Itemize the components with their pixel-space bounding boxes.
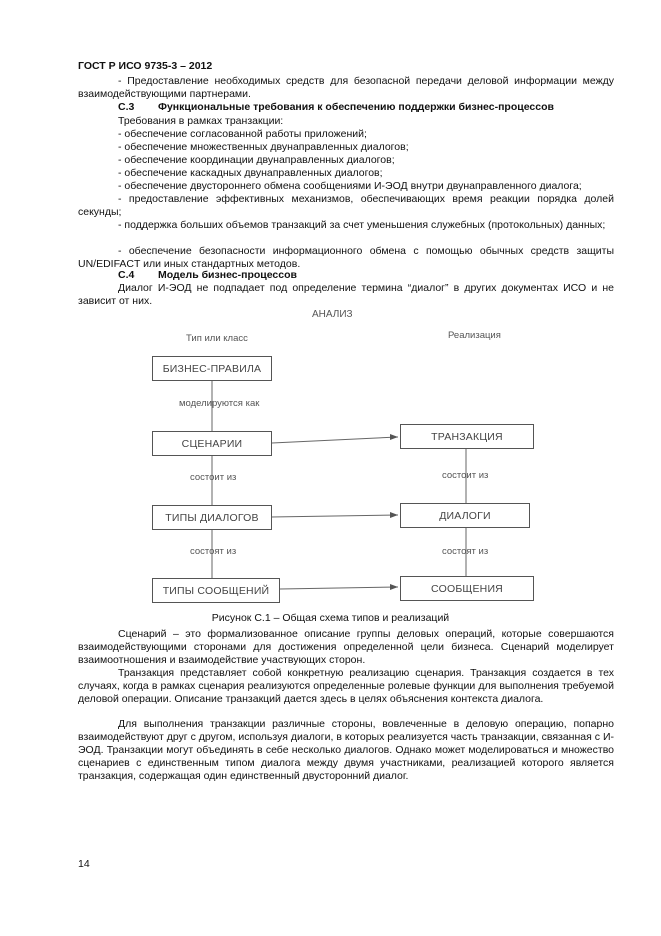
label-consists-of-right: состоит из xyxy=(442,470,489,481)
label-consists-of-left: состоит из xyxy=(190,472,237,483)
paragraph-scenario: Сценарий – это формализованное описание группы деловых операций, которые совершаются взаимодействующими сторонами для достижения определенной цели бизнеса. Сценарий моделирует взаимоотношения и взаимодействие участвующих сторон. xyxy=(78,628,614,666)
section-c3-lead: Требования в рамках транзакции: xyxy=(118,115,284,127)
box-transaction: ТРАНЗАКЦИЯ xyxy=(400,424,534,449)
paragraph-execution: Для выполнения транзакции различные стороны, вовлеченные в деловую операцию, попарно взаимодействуют друг с другом, используя диалоги, в которых реализуется часть транзакции, связанная с И-ЭОД. Транзакции могут объединять в себе несколько диалогов. Однако может моделироваться и множество сценариев с единственным типом диалога между двумя участниками, реализацией которого является транзакция, содержащая один единственный двусторонний диалог. xyxy=(78,718,614,782)
connector-line xyxy=(271,515,398,517)
section-c4-title: Модель бизнес-процессов xyxy=(158,269,297,281)
paragraph-transaction: Транзакция представляет собой конкретную реализацию сценария. Транзакция создается в тех случаях, когда в рамках сценария реализуются определенные ролевые функции для выполнения требуемой деловой операции. Описание транзакций дается здесь в целях объяснения контекста диалога. xyxy=(78,667,614,705)
section-c4-text: Диалог И-ЭОД не подпадает под определение термина “диалог” в других документах ИСО и не зависит от них. xyxy=(78,282,614,307)
diagram-right-header: Реализация xyxy=(448,330,501,341)
label-consist-of-right: состоят из xyxy=(442,546,489,557)
label-modeled-as: моделируются как xyxy=(179,398,260,409)
list-item-large-volume: - поддержка больших объемов транзакций за счет уменьшения служебных (протокольных) данных; xyxy=(118,219,606,231)
figure-caption: Рисунок С.1 – Общая схема типов и реализаций xyxy=(211,612,450,624)
section-c3-title: Функциональные требования к обеспечению поддержки бизнес-процессов xyxy=(158,101,554,113)
diagram-left-header: Тип или класс xyxy=(186,333,248,344)
list-item-security: - обеспечение безопасности информационного обмена с помощью обычных средств защиты UN/EDIFACT или иных стандартных методов. xyxy=(78,245,614,270)
list-item: - обеспечение каскадных двунаправленных диалогов; xyxy=(118,167,383,179)
box-business-rules: БИЗНЕС-ПРАВИЛА xyxy=(152,356,272,381)
section-c4-heading xyxy=(118,269,297,281)
list-item: - обеспечение множественных двунаправленных диалогов; xyxy=(118,141,409,153)
section-c3-heading xyxy=(118,101,554,113)
diagram-title: АНАЛИЗ xyxy=(312,309,353,320)
label-consist-of-left: состоят из xyxy=(190,546,237,557)
list-item: - обеспечение координации двунаправленных диалогов; xyxy=(118,154,395,166)
section-c3-number: С.3 xyxy=(118,101,135,113)
box-messages: СООБЩЕНИЯ xyxy=(400,576,534,601)
connector-line xyxy=(280,587,398,589)
box-message-types: ТИПЫ СООБЩЕНИЙ xyxy=(152,578,280,603)
document-code-header: ГОСТ Р ИСО 9735-3 – 2012 xyxy=(78,60,213,72)
box-dialogs: ДИАЛОГИ xyxy=(400,503,530,528)
arrow-head-icon xyxy=(390,584,398,590)
section-c4-number: С.4 xyxy=(118,269,135,281)
list-item: - обеспечение согласованной работы приложений; xyxy=(118,128,367,140)
arrow-head-icon xyxy=(390,512,398,518)
list-item: - обеспечение двустороннего обмена сообщениями И-ЭОД внутри двунаправленного диалога; xyxy=(118,180,582,192)
list-item-reaction-time: - предоставление эффективных механизмов, обеспечивающих время реакции порядка долей секунды; xyxy=(78,193,614,218)
connector-line xyxy=(272,437,398,443)
arrow-head-icon xyxy=(390,434,398,440)
box-dialog-types: ТИПЫ ДИАЛОГОВ xyxy=(152,505,272,530)
box-scenarios: СЦЕНАРИИ xyxy=(152,431,272,456)
intro-continuation: - Предоставление необходимых средств для безопасной передачи деловой информации между взаимодействующими партнерами. xyxy=(78,75,614,100)
page-number: 14 xyxy=(78,858,90,870)
